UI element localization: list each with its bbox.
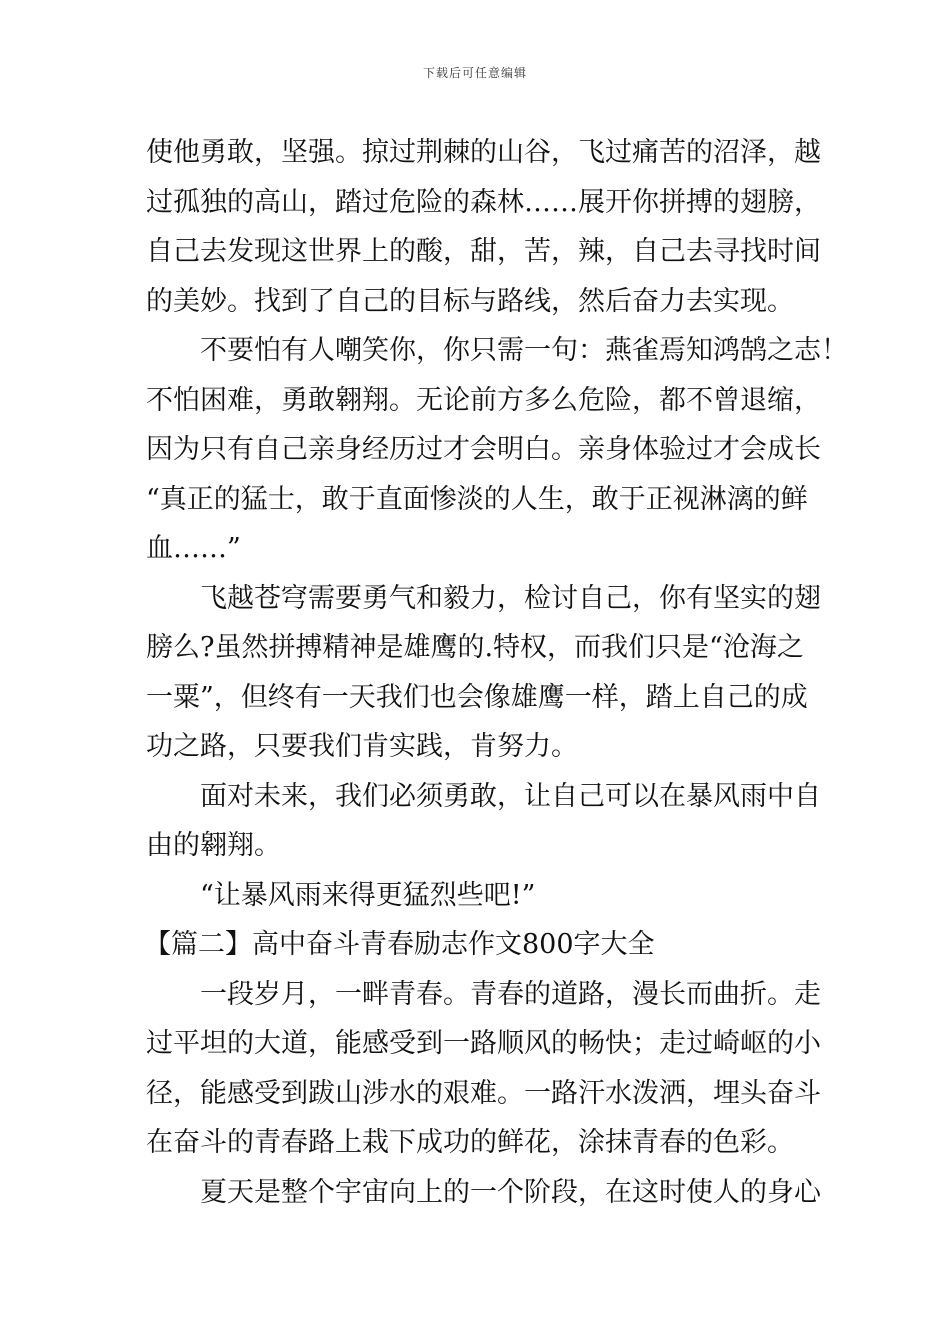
- section-heading: 【篇二】高中奋斗青春励志作文800字大全: [144, 929, 655, 960]
- text-line: 飞越苍穹需要勇气和毅力，检讨自己，你有坚实的翅: [200, 582, 821, 614]
- text-line: 径，能感受到跋山涉水的艰难。一路汗水泼洒，埋头奋斗: [146, 1077, 821, 1109]
- text-line: 因为只有自己亲身经历过才会明白。亲身体验过才会成长: [146, 434, 821, 465]
- text-line: “让暴风雨来得更猛烈些吧!”: [200, 879, 536, 911]
- text-line: 一粟”，但终有一天我们也会像雄鹰一样，踏上自己的成: [146, 681, 808, 713]
- text-line: 自己去发现这世界上的酸，甜，苦，辣，自己去寻找时间: [146, 236, 821, 267]
- text-line: 功之路，只要我们肯实践，肯努力。: [146, 731, 578, 762]
- text-line: “真正的猛士，敢于直面惨淡的人生，敢于正视淋漓的鲜: [146, 483, 808, 515]
- document-body: [144, 128, 848, 1217]
- text-line: 一段岁月，一畔青春。青春的道路，漫长而曲折。走: [200, 978, 821, 1010]
- text-line: 的美妙。找到了自己的目标与路线，然后奋力去实现。: [146, 285, 794, 317]
- text-line: 过孤独的高山，踏过危险的森林……展开你拼搏的翅膀，: [146, 186, 821, 218]
- text-line: 使他勇敢，坚强。掠过荆棘的山谷，飞过痛苦的沼泽，越: [146, 137, 821, 168]
- text-line: 夏天是整个宇宙向上的一个阶段，在这时使人的身心: [200, 1176, 821, 1208]
- text-line: 不要怕有人嘲笑你，你只需一句：燕雀焉知鸿鹄之志！: [200, 335, 848, 366]
- text-line: 由的翱翔。: [146, 830, 281, 861]
- text-line: 过平坦的大道，能感受到一路顺风的畅快；走过崎岖的小: [146, 1028, 821, 1059]
- text-line: 膀么?虽然拼搏精神是雄鹰的.特权，而我们只是“沧海之: [146, 632, 804, 663]
- text-line: 血……”: [146, 533, 241, 564]
- text-line: 面对未来，我们必须勇敢，让自己可以在暴风雨中自: [200, 780, 821, 812]
- page-header: 下载后可任意编辑: [422, 66, 527, 80]
- text-line: 不怕困难，勇敢翱翔。无论前方多么危险，都不曾退缩，: [146, 384, 821, 416]
- text-line: 在奋斗的青春路上栽下成功的鲜花，涂抹青春的色彩。: [146, 1127, 794, 1158]
